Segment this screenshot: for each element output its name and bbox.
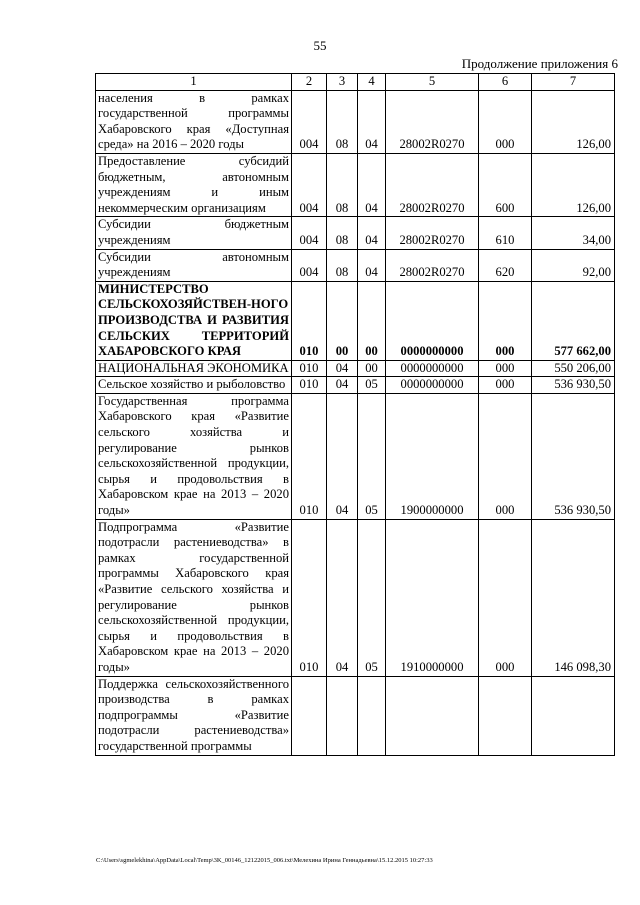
- column-header: 6: [479, 74, 532, 91]
- cell-amount: [532, 676, 615, 755]
- table-row: [96, 281, 615, 360]
- row-name: Субсидии бюджетным учреждениям: [96, 217, 292, 249]
- table-row: [96, 377, 615, 394]
- cell-expense-type: 620: [479, 249, 532, 281]
- cell-expense-type: 600: [479, 153, 532, 216]
- row-name: населения в рамках государственной программы Хабаровского края «Доступная среда» на 2016 – 2020 годы: [96, 90, 292, 153]
- cell-subsection: 05: [358, 377, 386, 394]
- cell-ministry: [292, 676, 327, 755]
- cell-ministry: 010: [292, 393, 327, 519]
- cell-amount: 550 206,00: [532, 360, 615, 377]
- cell-ministry: 004: [292, 217, 327, 249]
- cell-expense-type: 000: [479, 519, 532, 676]
- page-number: 55: [313, 38, 327, 53]
- cell-expense-type: 000: [479, 90, 532, 153]
- cell-section: 04: [327, 360, 358, 377]
- row-name: МИНИСТЕРСТВО СЕЛЬСКОХОЗЯЙСТВЕН-НОГО ПРОИЗВОДСТВА И РАЗВИТИЯ СЕЛЬСКИХ ТЕРРИТОРИЙ ХАБАРОВСКОГО КРАЯ: [96, 281, 292, 360]
- cell-expense-type: 000: [479, 281, 532, 360]
- cell-section: 00: [327, 281, 358, 360]
- cell-ministry: 010: [292, 281, 327, 360]
- cell-subsection: 04: [358, 90, 386, 153]
- table-row: [96, 393, 615, 519]
- cell-ministry: 010: [292, 360, 327, 377]
- cell-target: 28002R0270: [386, 217, 479, 249]
- cell-amount: 146 098,30: [532, 519, 615, 676]
- cell-section: 08: [327, 249, 358, 281]
- column-header: 7: [532, 74, 615, 91]
- cell-section: [327, 676, 358, 755]
- table-row: [96, 153, 615, 216]
- table-row: [96, 217, 615, 249]
- cell-amount: 536 930,50: [532, 393, 615, 519]
- cell-amount: 126,00: [532, 90, 615, 153]
- cell-target: 28002R0270: [386, 153, 479, 216]
- row-name: Предоставление субсидий бюджетным, автономным учреждениям и иным некоммерческим организациям: [96, 153, 292, 216]
- continuation-caption: Продолжение приложения 6: [461, 56, 618, 71]
- column-header: 2: [292, 74, 327, 91]
- cell-subsection: 05: [358, 393, 386, 519]
- row-name: Субсидии автономным учреждениям: [96, 249, 292, 281]
- cell-expense-type: 000: [479, 377, 532, 394]
- cell-subsection: 00: [358, 281, 386, 360]
- cell-ministry: 004: [292, 249, 327, 281]
- cell-amount: 536 930,50: [532, 377, 615, 394]
- cell-expense-type: [479, 676, 532, 755]
- cell-section: 04: [327, 519, 358, 676]
- file-path-footer: C:\Users\sgmelekhina\AppData\Local\Temp\3K_00146_12122015_006.txt\Мелехина Ирина Геннадьевна\15.12.2015 10:27:33: [96, 857, 433, 864]
- cell-target: 1910000000: [386, 519, 479, 676]
- cell-amount: 577 662,00: [532, 281, 615, 360]
- cell-amount: 92,00: [532, 249, 615, 281]
- cell-target: 0000000000: [386, 360, 479, 377]
- table-header-row: [96, 74, 615, 91]
- cell-expense-type: 000: [479, 393, 532, 519]
- cell-expense-type: 610: [479, 217, 532, 249]
- cell-target: 1900000000: [386, 393, 479, 519]
- cell-subsection: 04: [358, 217, 386, 249]
- cell-ministry: 010: [292, 519, 327, 676]
- cell-target: 28002R0270: [386, 90, 479, 153]
- cell-ministry: 010: [292, 377, 327, 394]
- cell-section: 08: [327, 90, 358, 153]
- column-header: 1: [96, 74, 292, 91]
- cell-subsection: 04: [358, 153, 386, 216]
- cell-section: 08: [327, 153, 358, 216]
- cell-expense-type: 000: [479, 360, 532, 377]
- row-name: Подпрограмма «Развитие подотрасли растениеводства» в рамках государственной программы Хабаровского края «Развитие сельского хозяйства и регулирование рынков сельскохозяйственной продукции, сырья и продовольствия в Хабаровском крае на 2013 – 2020 годы»: [96, 519, 292, 676]
- column-header: 3: [327, 74, 358, 91]
- cell-subsection: [358, 676, 386, 755]
- column-header: 4: [358, 74, 386, 91]
- cell-target: 0000000000: [386, 281, 479, 360]
- row-name: Сельское хозяйство и рыболовство: [96, 377, 292, 394]
- cell-amount: 34,00: [532, 217, 615, 249]
- budget-table: [95, 73, 615, 756]
- cell-target: 28002R0270: [386, 249, 479, 281]
- cell-amount: 126,00: [532, 153, 615, 216]
- table-row: [96, 90, 615, 153]
- cell-subsection: 04: [358, 249, 386, 281]
- cell-target: 0000000000: [386, 377, 479, 394]
- cell-target: [386, 676, 479, 755]
- cell-subsection: 05: [358, 519, 386, 676]
- row-name: Поддержка сельскохозяйственного производства в рамках подпрограммы «Развитие подотрасли растениеводства» государственной программы: [96, 676, 292, 755]
- column-header: 5: [386, 74, 479, 91]
- table-row: [96, 249, 615, 281]
- row-name: НАЦИОНАЛЬНАЯ ЭКОНОМИКА: [96, 360, 292, 377]
- table-row: [96, 676, 615, 755]
- cell-ministry: 004: [292, 153, 327, 216]
- row-name: Государственная программа Хабаровского края «Развитие сельского хозяйства и регулирование рынков сельскохозяйственной продукции, сырья и продовольствия в Хабаровском крае на 2013 – 2020 годы»: [96, 393, 292, 519]
- cell-ministry: 004: [292, 90, 327, 153]
- table-row: [96, 519, 615, 676]
- cell-section: 04: [327, 393, 358, 519]
- cell-subsection: 00: [358, 360, 386, 377]
- table-row: [96, 360, 615, 377]
- cell-section: 08: [327, 217, 358, 249]
- cell-section: 04: [327, 377, 358, 394]
